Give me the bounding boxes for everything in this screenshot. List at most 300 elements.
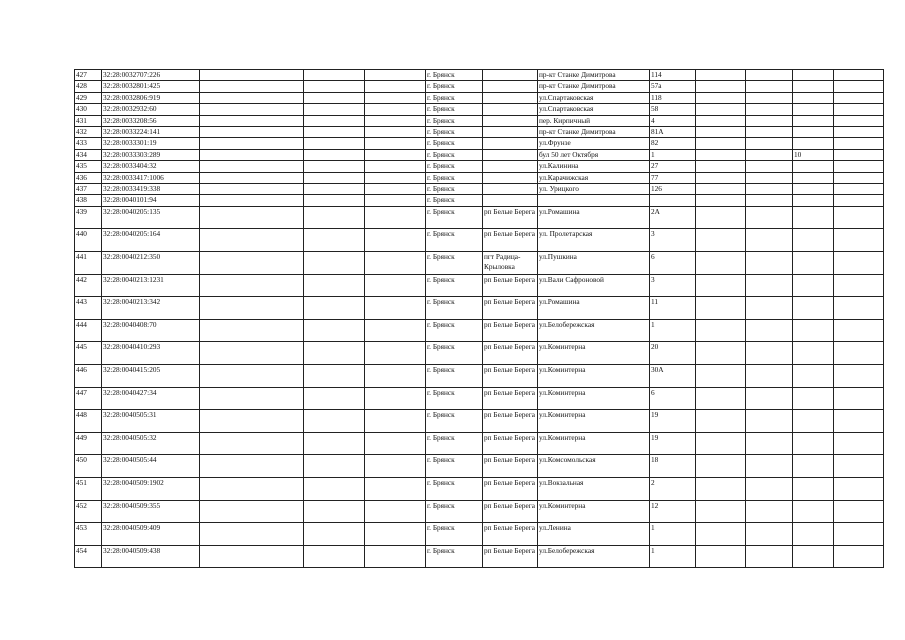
table-row — [75, 81, 884, 92]
cell-empty — [746, 455, 793, 478]
table-row — [75, 432, 884, 455]
cell-empty — [834, 523, 884, 546]
cell-empty — [200, 455, 304, 478]
cell-empty — [696, 70, 746, 81]
cell-empty — [834, 432, 884, 455]
cell-empty — [200, 545, 304, 568]
cell-house: 6 — [650, 387, 696, 410]
table-row — [75, 104, 884, 115]
cell-empty — [304, 104, 365, 115]
cell-locality: пгт Радица-Крыловка — [483, 252, 538, 275]
cell-street: ул.Фрунзе — [538, 138, 650, 149]
cell-empty — [200, 432, 304, 455]
cell-empty — [365, 523, 426, 546]
cell-city: г. Брянск — [426, 138, 483, 149]
cell-house: 3 — [650, 274, 696, 297]
cell-cadastral-number: 32:28:0040509:355 — [102, 500, 200, 523]
cell-empty — [834, 195, 884, 206]
cell-empty — [304, 455, 365, 478]
cell-empty — [200, 500, 304, 523]
cell-empty — [696, 92, 746, 103]
cell-empty — [200, 115, 304, 126]
cell-locality: рп Белые Берега — [483, 319, 538, 342]
table-row — [75, 387, 884, 410]
cell-empty — [365, 115, 426, 126]
cell-empty — [304, 478, 365, 501]
cell-empty — [834, 365, 884, 388]
cell-empty — [696, 115, 746, 126]
cell-empty — [834, 149, 884, 160]
cell-empty — [365, 478, 426, 501]
cell-empty — [834, 252, 884, 275]
cell-empty — [365, 274, 426, 297]
cell-empty — [304, 342, 365, 365]
cell-empty — [200, 478, 304, 501]
registry-table — [74, 69, 884, 568]
cell-empty — [200, 342, 304, 365]
cell-cadastral-number: 32:28:0040408:70 — [102, 319, 200, 342]
cell-apartment — [793, 195, 834, 206]
table-row — [75, 365, 884, 388]
cell-row-number: 444 — [75, 319, 102, 342]
cell-city: г. Брянск — [426, 81, 483, 92]
cell-cadastral-number: 32:28:0040509:409 — [102, 523, 200, 546]
cell-empty — [200, 184, 304, 195]
cell-empty — [304, 161, 365, 172]
cell-empty — [746, 81, 793, 92]
cell-row-number: 447 — [75, 387, 102, 410]
cell-empty — [304, 274, 365, 297]
cell-house: 2А — [650, 206, 696, 229]
cell-empty — [365, 92, 426, 103]
cell-street: ул.Коминтерна — [538, 410, 650, 433]
cell-empty — [365, 161, 426, 172]
table-row — [75, 342, 884, 365]
cell-empty — [834, 138, 884, 149]
cell-house: 12 — [650, 500, 696, 523]
cell-locality — [483, 104, 538, 115]
cell-empty — [834, 81, 884, 92]
cell-empty — [200, 365, 304, 388]
cell-street: ул.Ленина — [538, 523, 650, 546]
cell-city: г. Брянск — [426, 70, 483, 81]
cell-empty — [365, 500, 426, 523]
cell-street: пр-кт Станке Димитрова — [538, 81, 650, 92]
cell-empty — [834, 172, 884, 183]
cell-locality: рп Белые Берега — [483, 478, 538, 501]
cell-empty — [304, 115, 365, 126]
cell-street: ул.Спартаковская — [538, 92, 650, 103]
cell-empty — [200, 161, 304, 172]
cell-apartment — [793, 184, 834, 195]
cell-empty — [696, 138, 746, 149]
cell-city: г. Брянск — [426, 387, 483, 410]
cell-empty — [746, 523, 793, 546]
cell-empty — [834, 184, 884, 195]
cell-locality: рп Белые Берега — [483, 206, 538, 229]
cell-cadastral-number: 32:28:0040213:1231 — [102, 274, 200, 297]
cell-empty — [200, 523, 304, 546]
cell-empty — [696, 319, 746, 342]
cell-city: г. Брянск — [426, 184, 483, 195]
cell-empty — [696, 252, 746, 275]
cell-apartment — [793, 523, 834, 546]
cell-locality: рп Белые Берега — [483, 365, 538, 388]
cell-empty — [200, 297, 304, 320]
cell-cadastral-number: 32:28:0040509:1902 — [102, 478, 200, 501]
table-row — [75, 149, 884, 160]
cell-empty — [746, 138, 793, 149]
cell-apartment — [793, 545, 834, 568]
cell-cadastral-number: 32:28:0032806:919 — [102, 92, 200, 103]
cell-apartment — [793, 229, 834, 252]
cell-row-number: 437 — [75, 184, 102, 195]
cell-locality: рп Белые Берега — [483, 387, 538, 410]
cell-city: г. Брянск — [426, 432, 483, 455]
cell-empty — [200, 149, 304, 160]
cell-apartment — [793, 365, 834, 388]
cell-apartment — [793, 319, 834, 342]
cell-cadastral-number: 32:28:0033303:289 — [102, 149, 200, 160]
cell-city: г. Брянск — [426, 365, 483, 388]
cell-house: 30А — [650, 365, 696, 388]
cell-row-number: 442 — [75, 274, 102, 297]
cell-empty — [365, 70, 426, 81]
cell-empty — [746, 104, 793, 115]
cell-empty — [304, 138, 365, 149]
cell-empty — [834, 478, 884, 501]
cell-house: 114 — [650, 70, 696, 81]
cell-cadastral-number: 32:28:0040213:342 — [102, 297, 200, 320]
cell-locality: рп Белые Берега — [483, 297, 538, 320]
cell-empty — [304, 92, 365, 103]
cell-empty — [696, 195, 746, 206]
cell-empty — [304, 297, 365, 320]
cell-street: ул.Спартаковская — [538, 104, 650, 115]
cell-empty — [365, 195, 426, 206]
cell-apartment — [793, 410, 834, 433]
cell-city: г. Брянск — [426, 455, 483, 478]
cell-empty — [304, 252, 365, 275]
cell-street: ул. Урицкого — [538, 184, 650, 195]
cell-apartment — [793, 138, 834, 149]
cell-city: г. Брянск — [426, 274, 483, 297]
cell-apartment — [793, 500, 834, 523]
cell-empty — [304, 387, 365, 410]
cell-apartment — [793, 274, 834, 297]
cell-row-number: 432 — [75, 127, 102, 138]
cell-street: пер. Кирпичный — [538, 115, 650, 126]
cell-row-number: 436 — [75, 172, 102, 183]
cell-empty — [746, 172, 793, 183]
cell-cadastral-number: 32:28:0032932:60 — [102, 104, 200, 115]
table-row — [75, 161, 884, 172]
cell-locality: рп Белые Берега — [483, 523, 538, 546]
cell-empty — [834, 319, 884, 342]
cell-locality — [483, 161, 538, 172]
cell-apartment — [793, 252, 834, 275]
cell-row-number: 443 — [75, 297, 102, 320]
cell-house: 27 — [650, 161, 696, 172]
cell-row-number: 439 — [75, 206, 102, 229]
cell-empty — [746, 149, 793, 160]
cell-empty — [834, 500, 884, 523]
cell-row-number: 450 — [75, 455, 102, 478]
cell-locality — [483, 115, 538, 126]
table-row — [75, 184, 884, 195]
cell-empty — [365, 172, 426, 183]
cell-apartment — [793, 297, 834, 320]
cell-empty — [696, 104, 746, 115]
cell-city: г. Брянск — [426, 161, 483, 172]
cell-cadastral-number: 32:28:0040427:34 — [102, 387, 200, 410]
registry-table-body — [75, 70, 884, 568]
table-row — [75, 70, 884, 81]
cell-empty — [304, 365, 365, 388]
cell-empty — [304, 184, 365, 195]
cell-house: 1 — [650, 545, 696, 568]
cell-empty — [365, 410, 426, 433]
cell-street: ул.Карачижская — [538, 172, 650, 183]
cell-empty — [746, 342, 793, 365]
cell-empty — [365, 387, 426, 410]
cell-row-number: 428 — [75, 81, 102, 92]
cell-empty — [746, 545, 793, 568]
cell-cadastral-number: 32:28:0040505:32 — [102, 432, 200, 455]
cell-locality: рп Белые Берега — [483, 342, 538, 365]
cell-street: ул.Ромашина — [538, 206, 650, 229]
cell-apartment — [793, 432, 834, 455]
cell-house: 1 — [650, 319, 696, 342]
cell-empty — [696, 229, 746, 252]
cell-apartment — [793, 172, 834, 183]
cell-empty — [746, 478, 793, 501]
cell-empty — [365, 184, 426, 195]
cell-empty — [696, 523, 746, 546]
cell-empty — [200, 104, 304, 115]
cell-house: 4 — [650, 115, 696, 126]
table-row — [75, 478, 884, 501]
cell-empty — [834, 455, 884, 478]
cell-street: пр-кт Станке Димитрова — [538, 70, 650, 81]
cell-cadastral-number: 32:28:0040205:135 — [102, 206, 200, 229]
cell-empty — [696, 206, 746, 229]
cell-empty — [696, 500, 746, 523]
cell-city: г. Брянск — [426, 319, 483, 342]
cell-empty — [746, 410, 793, 433]
cell-row-number: 433 — [75, 138, 102, 149]
cell-city: г. Брянск — [426, 252, 483, 275]
cell-row-number: 451 — [75, 478, 102, 501]
cell-empty — [746, 387, 793, 410]
cell-cadastral-number: 32:28:0040212:350 — [102, 252, 200, 275]
cell-empty — [200, 127, 304, 138]
cell-empty — [304, 523, 365, 546]
cell-apartment — [793, 161, 834, 172]
cell-street: ул.Комсомольская — [538, 455, 650, 478]
cell-locality: рп Белые Берега — [483, 410, 538, 433]
cell-locality — [483, 92, 538, 103]
cell-row-number: 431 — [75, 115, 102, 126]
cell-street: ул. Пролетарская — [538, 229, 650, 252]
cell-empty — [200, 138, 304, 149]
cell-empty — [696, 432, 746, 455]
cell-empty — [834, 161, 884, 172]
cell-empty — [696, 149, 746, 160]
cell-empty — [834, 104, 884, 115]
cell-row-number: 430 — [75, 104, 102, 115]
cell-empty — [696, 387, 746, 410]
cell-city: г. Брянск — [426, 127, 483, 138]
cell-empty — [696, 478, 746, 501]
cell-street: ул.Белобережская — [538, 319, 650, 342]
table-row — [75, 229, 884, 252]
cell-row-number: 441 — [75, 252, 102, 275]
cell-street: бул 50 лет Октября — [538, 149, 650, 160]
cell-empty — [365, 138, 426, 149]
cell-empty — [365, 319, 426, 342]
cell-city: г. Брянск — [426, 115, 483, 126]
cell-house: 77 — [650, 172, 696, 183]
cell-street: ул.Вали Сафроновой — [538, 274, 650, 297]
cell-apartment — [793, 115, 834, 126]
cell-empty — [834, 70, 884, 81]
cell-locality: рп Белые Берега — [483, 432, 538, 455]
cell-empty — [200, 229, 304, 252]
cell-locality: рп Белые Берега — [483, 274, 538, 297]
cell-row-number: 440 — [75, 229, 102, 252]
cell-house: 81А — [650, 127, 696, 138]
table-row — [75, 172, 884, 183]
cell-city: г. Брянск — [426, 523, 483, 546]
cell-empty — [746, 195, 793, 206]
cell-row-number: 438 — [75, 195, 102, 206]
cell-apartment — [793, 92, 834, 103]
cell-locality — [483, 70, 538, 81]
cell-cadastral-number: 32:28:0040505:44 — [102, 455, 200, 478]
cell-city: г. Брянск — [426, 195, 483, 206]
cell-locality — [483, 81, 538, 92]
table-row — [75, 138, 884, 149]
cell-empty — [746, 274, 793, 297]
cell-empty — [696, 127, 746, 138]
cell-empty — [696, 184, 746, 195]
cell-city: г. Брянск — [426, 342, 483, 365]
cell-empty — [834, 127, 884, 138]
cell-house: 1 — [650, 523, 696, 546]
cell-apartment — [793, 478, 834, 501]
cell-empty — [746, 319, 793, 342]
cell-house: 1 — [650, 149, 696, 160]
cell-empty — [200, 319, 304, 342]
cell-city: г. Брянск — [426, 500, 483, 523]
table-row — [75, 410, 884, 433]
cell-empty — [746, 92, 793, 103]
cell-row-number: 429 — [75, 92, 102, 103]
cell-empty — [304, 70, 365, 81]
cell-street: ул.Пушкина — [538, 252, 650, 275]
cell-empty — [834, 410, 884, 433]
cell-empty — [696, 81, 746, 92]
cell-empty — [200, 195, 304, 206]
cell-cadastral-number: 32:28:0033404:32 — [102, 161, 200, 172]
cell-apartment — [793, 342, 834, 365]
cell-empty — [365, 365, 426, 388]
cell-empty — [696, 365, 746, 388]
cell-house: 19 — [650, 410, 696, 433]
cell-house: 118 — [650, 92, 696, 103]
cell-empty — [746, 184, 793, 195]
cell-empty — [834, 229, 884, 252]
cell-cadastral-number: 32:28:0033224:141 — [102, 127, 200, 138]
cell-street: ул.Коминтерна — [538, 342, 650, 365]
cell-house: 3 — [650, 229, 696, 252]
cell-empty — [200, 172, 304, 183]
cell-apartment — [793, 455, 834, 478]
cell-empty — [304, 319, 365, 342]
cell-apartment — [793, 206, 834, 229]
cell-street: ул.Коминтерна — [538, 500, 650, 523]
cell-empty — [696, 455, 746, 478]
cell-cadastral-number: 32:28:0040205:164 — [102, 229, 200, 252]
cell-empty — [746, 500, 793, 523]
cell-empty — [746, 365, 793, 388]
cell-street: ул.Коминтерна — [538, 365, 650, 388]
cell-street: ул.Калинина — [538, 161, 650, 172]
cell-empty — [834, 115, 884, 126]
cell-cadastral-number: 32:28:0040509:438 — [102, 545, 200, 568]
cell-empty — [696, 274, 746, 297]
cell-empty — [746, 252, 793, 275]
cell-street: ул.Вокзальная — [538, 478, 650, 501]
cell-empty — [200, 387, 304, 410]
cell-city: г. Брянск — [426, 410, 483, 433]
cell-empty — [746, 206, 793, 229]
cell-apartment — [793, 104, 834, 115]
cell-empty — [746, 297, 793, 320]
cell-empty — [304, 545, 365, 568]
cell-house: 2 — [650, 478, 696, 501]
cell-empty — [746, 432, 793, 455]
cell-empty — [746, 127, 793, 138]
table-row — [75, 455, 884, 478]
table-row — [75, 206, 884, 229]
cell-cadastral-number: 32:28:0033208:56 — [102, 115, 200, 126]
cell-empty — [304, 195, 365, 206]
cell-street: ул.Белобережская — [538, 545, 650, 568]
cell-city: г. Брянск — [426, 206, 483, 229]
cell-cadastral-number: 32:28:0032707:226 — [102, 70, 200, 81]
cell-empty — [696, 342, 746, 365]
cell-empty — [365, 206, 426, 229]
cell-row-number: 434 — [75, 149, 102, 160]
cell-cadastral-number: 32:28:0032801:425 — [102, 81, 200, 92]
cell-empty — [304, 500, 365, 523]
cell-empty — [834, 342, 884, 365]
cell-locality — [483, 184, 538, 195]
table-row — [75, 500, 884, 523]
cell-empty — [200, 274, 304, 297]
table-row — [75, 92, 884, 103]
cell-row-number: 453 — [75, 523, 102, 546]
cell-house: 18 — [650, 455, 696, 478]
cell-row-number: 452 — [75, 500, 102, 523]
cell-street — [538, 195, 650, 206]
cell-empty — [746, 161, 793, 172]
table-row — [75, 523, 884, 546]
table-row — [75, 195, 884, 206]
cell-cadastral-number: 32:28:0033417:1006 — [102, 172, 200, 183]
